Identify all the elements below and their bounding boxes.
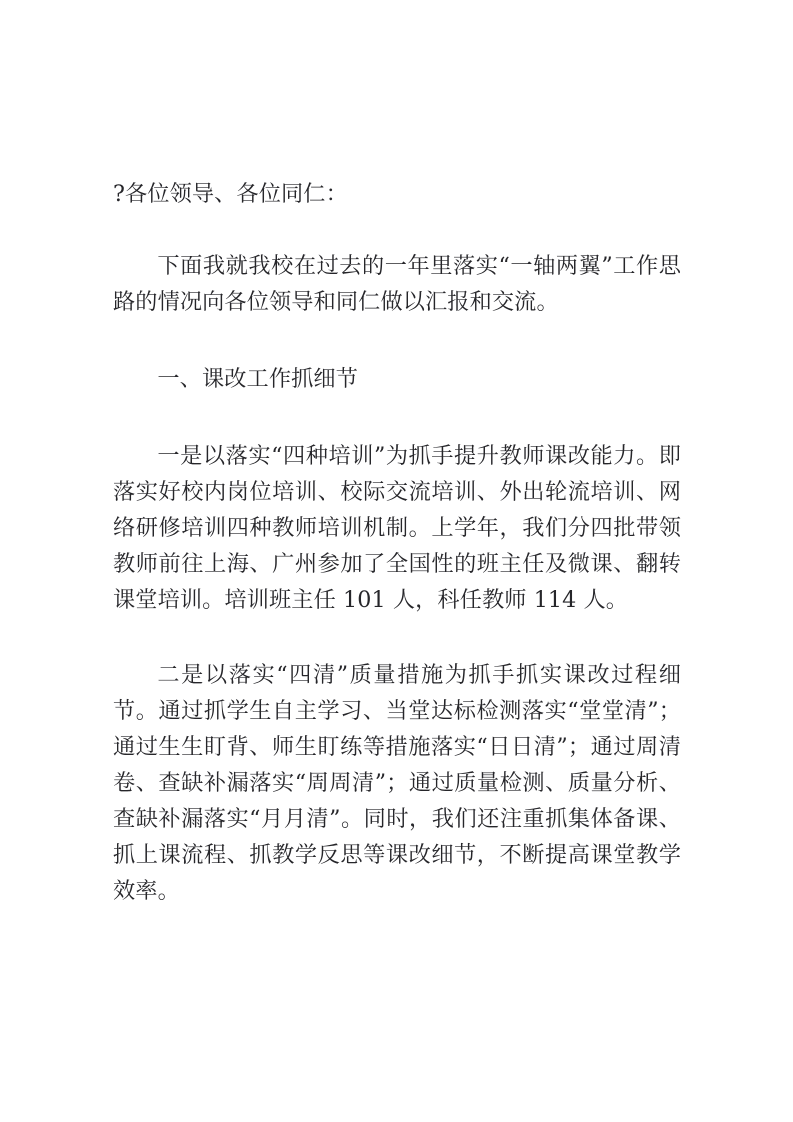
intro-paragraph: 下面我就我校在过去的一年里落实“一轴两翼”工作思路的情况向各位领导和同仁做以汇报和交流。 (113, 253, 681, 315)
body-paragraph-2: 二是以落实“四清”质量措施为抓手抓实课改过程细节。通过抓学生自主学习、当堂达标检测落实“堂堂清”；通过生生盯背、师生盯练等措施落实“日日清”；通过周清卷、查缺补漏落实“周周清”；通过质量检测、质量分析、查缺补漏落实“月月清”。同时，我们还注重抓集体备课、抓上课流程、抓教学反思等课改细节，不断提高课堂教学效率。 (113, 662, 681, 904)
document-body (113, 176, 681, 909)
salutation: ?各位领导、各位同仁： (113, 181, 348, 207)
section-heading-1: 一、课改工作抓细节 (157, 366, 358, 392)
body-paragraph-1: 一是以落实“四种培训”为抓手提升教师课改能力。即落实好校内岗位培训、校际交流培训、外出轮流培训、网络研修培训四种教师培训机制。上学年，我们分四批带领教师前往上海、广州参加了全国性的班主任及微课、翻转课堂培训。培训班主任 101 人，科任教师 114 人。 (113, 443, 681, 613)
block-spacer (113, 397, 681, 438)
block-spacer (113, 618, 681, 657)
block-spacer (113, 212, 681, 248)
block-spacer (113, 320, 681, 361)
